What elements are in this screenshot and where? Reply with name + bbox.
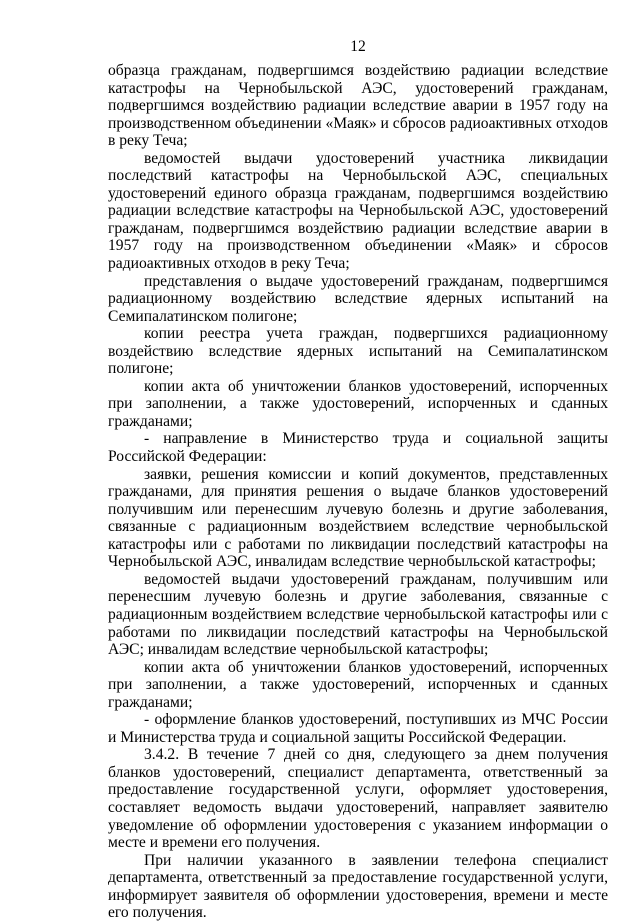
paragraph: копии акта об уничтожении бланков удостоверений, испорченных при заполнении, а также удостоверений, испорченных и сданных гражданами; xyxy=(108,658,608,711)
paragraph: 3.4.2. В течение 7 дней со дня, следующего за днем получения бланков удостоверений, специалист департамента, ответственный за предоставление государственной услуги, оформляет удостоверения, составляет ведомость выдачи удостоверений, направляет заявителю уведомление об оформлении удостоверения с указанием информации о месте и времени его получения. xyxy=(108,746,608,852)
paragraph: образца гражданам, подвергшимся воздействию радиации вследствие катастрофы на Чернобыльской АЭС, удостоверений гражданам, подвергшимся воздействию радиации вследствие аварии в 1957 году на производственном объединении «Маяк» и сбросов радиоактивных отходов в реку Теча; xyxy=(108,62,608,150)
paragraph: копии реестра учета граждан, подвергшихся радиационному воздействию вследствие ядерных испытаний на Семипалатинском полигоне; xyxy=(108,325,608,378)
paragraph: ведомостей выдачи удостоверений гражданам, получившим или перенесшим лучевую болезнь и другие заболевания, связанные с радиационным воздействием вследствие чернобыльской катастрофы или с работами по ликвидации последствий катастрофы на Чернобыльской АЭС; инвалидам вследствие чернобыльской катастрофы; xyxy=(108,570,608,659)
paragraph: - направление в Министерство труда и социальной защиты Российской Федерации: xyxy=(108,430,608,466)
page-number: 12 xyxy=(350,38,366,55)
paragraph: заявки, решения комиссии и копий документов, представленных гражданами, для принятия решения о выдаче бланков удостоверений получившим или перенесшим лучевую болезнь и другие заболевания, связанные с радиационным воздействием вследствие чернобыльской катастрофы или с работами по ликвидации последствий катастрофы на Чернобыльской АЭС, инвалидам вследствие чернобыльской катастрофы; xyxy=(108,465,608,571)
paragraph: - оформление бланков удостоверений, поступивших из МЧС России и Министерства труда и социальной защиты Российской Федерации. xyxy=(108,711,608,746)
paragraph: копии акта об уничтожении бланков удостоверений, испорченных при заполнении, а также удостоверений, испорченных и сданных гражданами; xyxy=(108,377,608,430)
paragraph: При наличии указанного в заявлении телефона специалист департамента, ответственный за предоставление государственной услуги, информирует заявителя об оформлении удостоверения, времени и месте его получения. xyxy=(108,851,608,922)
paragraph: ведомостей выдачи удостоверений участника ликвидации последствий катастрофы на Чернобыльской АЭС, специальных удостоверений единого образца гражданам, подвергшимся воздействию радиации вследствие катастрофы на Чернобыльской АЭС, удостоверений гражданам, подвергшимся воздействию радиации вследствие аварии в 1957 году на производственном объединении «Маяк» и сбросов радиоактивных отходов в реку Теча; xyxy=(108,149,608,273)
document-page xyxy=(108,38,608,922)
paragraph: представления о выдаче удостоверений гражданам, подвергшимся радиационному воздействию вследствие ядерных испытаний на Семипалатинском полигоне; xyxy=(108,272,608,325)
document-body xyxy=(108,62,608,922)
